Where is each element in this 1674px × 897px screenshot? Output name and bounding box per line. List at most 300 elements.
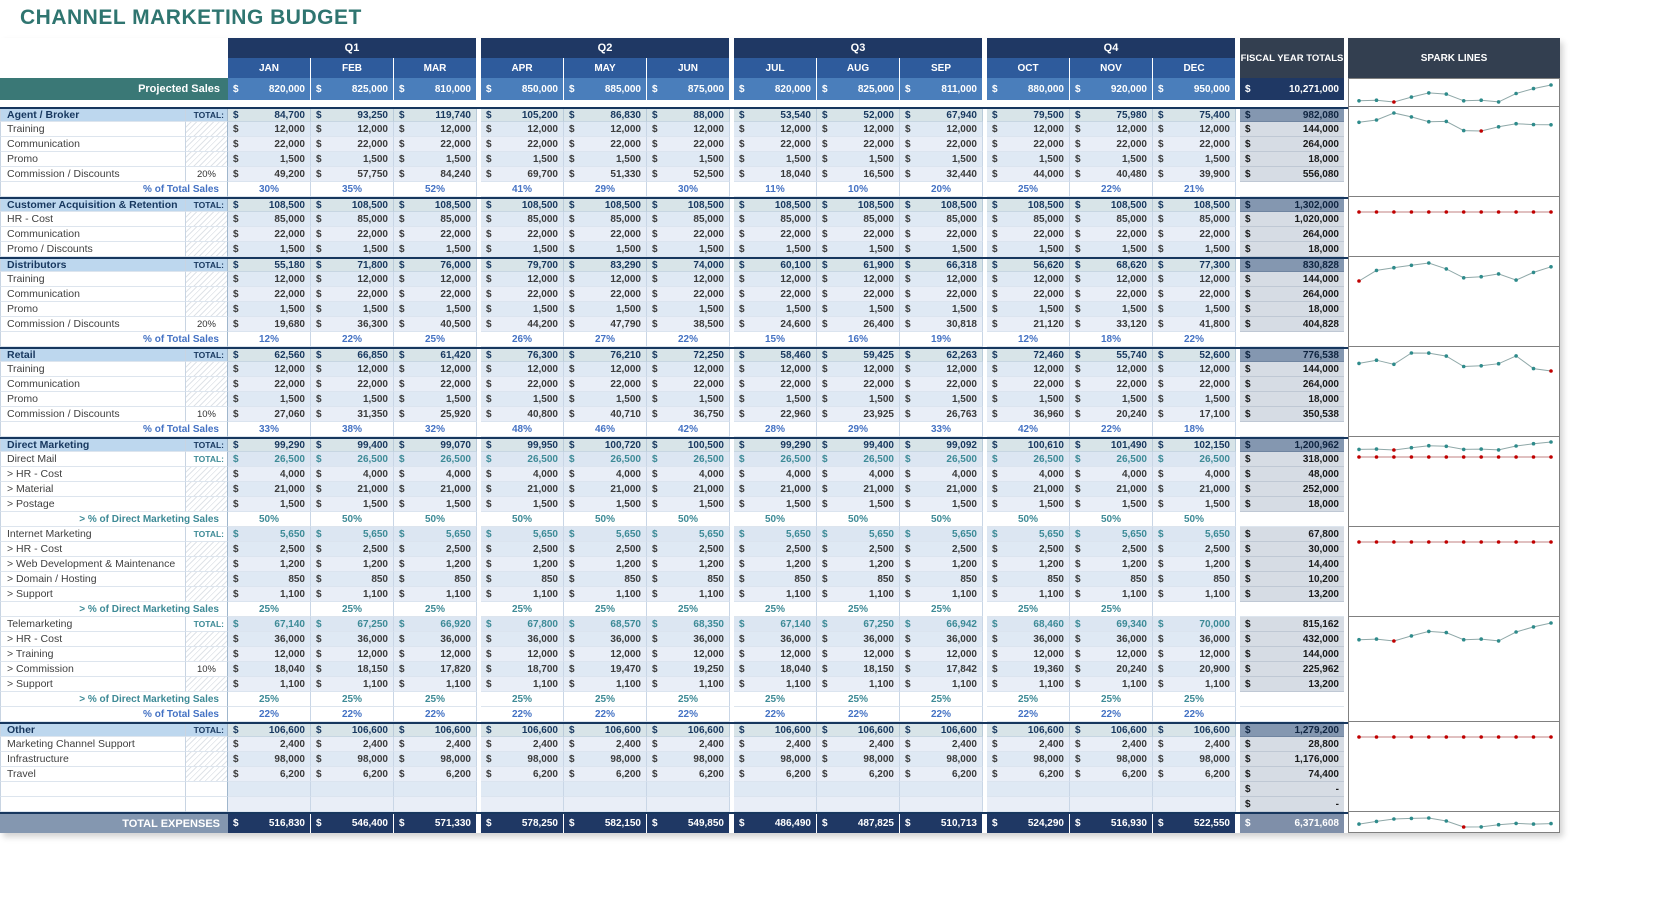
projected-month-cell[interactable]: $ 810,000 — [394, 78, 477, 100]
fiscal-total-cell[interactable]: $ 404,828 — [1240, 317, 1344, 332]
month-cell[interactable]: $ 86,830 — [564, 109, 647, 122]
month-cell[interactable]: $ 1,500 — [817, 302, 900, 317]
month-cell[interactable]: $ 79,500 — [987, 109, 1070, 122]
month-cell[interactable]: $ 6,200 — [228, 767, 311, 782]
projected-month-cell[interactable]: $ 920,000 — [1070, 78, 1153, 100]
month-cell[interactable]: $ 22,000 — [1070, 227, 1153, 242]
month-cell[interactable]: $ 6,200 — [734, 767, 817, 782]
row-label[interactable]: Other — [0, 724, 186, 737]
month-header[interactable]: MAY — [564, 58, 647, 78]
quarter-header[interactable]: Q3 — [734, 38, 983, 58]
month-cell[interactable]: $ 1,100 — [647, 587, 730, 602]
month-cell[interactable]: $ 26,500 — [1070, 452, 1153, 467]
percent-cell[interactable]: 22% — [1153, 707, 1236, 722]
month-cell[interactable]: $ 850 — [564, 572, 647, 587]
fiscal-total-cell[interactable] — [1240, 422, 1344, 437]
month-cell[interactable]: $ 1,100 — [817, 677, 900, 692]
month-cell[interactable]: $ 12,000 — [394, 647, 477, 662]
month-cell[interactable]: $ 98,000 — [228, 752, 311, 767]
month-cell[interactable]: $ 850 — [987, 572, 1070, 587]
month-cell[interactable]: $ 26,500 — [394, 452, 477, 467]
month-cell[interactable]: $ 106,600 — [900, 724, 983, 737]
month-cell[interactable]: $ 98,000 — [394, 752, 477, 767]
month-cell[interactable]: $ 53,540 — [734, 109, 817, 122]
pct-cell[interactable] — [186, 767, 228, 782]
month-cell[interactable]: $ 67,140 — [228, 617, 311, 632]
month-cell[interactable]: $ 12,000 — [1153, 362, 1236, 377]
month-cell[interactable]: $ 26,400 — [817, 317, 900, 332]
row-label[interactable]: Communication — [0, 377, 186, 392]
month-cell[interactable]: $ 1,500 — [987, 152, 1070, 167]
month-header[interactable]: DEC — [1153, 58, 1236, 78]
month-cell[interactable]: $ 21,000 — [734, 482, 817, 497]
month-cell[interactable] — [734, 797, 817, 812]
month-cell[interactable]: $ 22,000 — [564, 227, 647, 242]
month-cell[interactable]: $ 1,500 — [394, 392, 477, 407]
month-cell[interactable]: $ 12,000 — [564, 272, 647, 287]
fiscal-total-cell[interactable] — [1240, 707, 1344, 722]
month-cell[interactable]: $ 22,000 — [817, 377, 900, 392]
pct-cell[interactable] — [186, 392, 228, 407]
percent-cell[interactable]: 25% — [734, 602, 817, 617]
month-cell[interactable]: $ 1,500 — [1153, 242, 1236, 257]
percent-cell[interactable]: 25% — [311, 602, 394, 617]
month-cell[interactable]: $ 98,000 — [1153, 752, 1236, 767]
percent-cell[interactable]: 20% — [900, 182, 983, 197]
month-cell[interactable]: $ 106,600 — [1153, 724, 1236, 737]
month-cell[interactable]: $ 12,000 — [1070, 272, 1153, 287]
pct-cell[interactable] — [186, 467, 228, 482]
month-cell[interactable]: $ 12,000 — [900, 272, 983, 287]
month-cell[interactable]: $ 2,500 — [647, 542, 730, 557]
month-header[interactable]: AUG — [817, 58, 900, 78]
month-cell[interactable]: $ 59,425 — [817, 349, 900, 362]
month-cell[interactable]: $ 36,000 — [481, 632, 564, 647]
month-cell[interactable]: $ 98,000 — [1070, 752, 1153, 767]
month-cell[interactable]: $ 22,000 — [394, 137, 477, 152]
month-cell[interactable]: $ 5,650 — [987, 527, 1070, 542]
month-cell[interactable]: $ 1,100 — [228, 677, 311, 692]
month-cell[interactable]: $ 102,150 — [1153, 439, 1236, 452]
percent-cell[interactable]: 33% — [228, 422, 311, 437]
month-cell[interactable]: $ 2,400 — [647, 737, 730, 752]
percent-cell[interactable]: 30% — [228, 182, 311, 197]
month-cell[interactable] — [987, 797, 1070, 812]
pct-cell[interactable] — [186, 782, 228, 797]
percent-cell[interactable]: 22% — [817, 707, 900, 722]
percent-cell[interactable]: 38% — [311, 422, 394, 437]
month-cell[interactable]: $ 22,000 — [734, 227, 817, 242]
month-cell[interactable]: $ 12,000 — [734, 647, 817, 662]
month-cell[interactable]: $ 1,500 — [647, 152, 730, 167]
month-cell[interactable]: $ 2,400 — [987, 737, 1070, 752]
month-cell[interactable]: $ 1,100 — [311, 587, 394, 602]
fiscal-total-cell[interactable] — [1240, 692, 1344, 707]
percent-cell[interactable]: 50% — [564, 512, 647, 527]
fiscal-total-cell[interactable]: $ 1,200,962 — [1240, 439, 1344, 452]
month-cell[interactable]: $ 70,000 — [1153, 617, 1236, 632]
month-cell[interactable]: $ 1,200 — [987, 557, 1070, 572]
percent-cell[interactable]: 25% — [394, 692, 477, 707]
month-cell[interactable]: $ 12,000 — [647, 272, 730, 287]
fiscal-total-cell[interactable]: $ 264,000 — [1240, 137, 1344, 152]
projected-month-cell[interactable]: $ 825,000 — [817, 78, 900, 100]
month-cell[interactable]: $ 1,500 — [647, 497, 730, 512]
month-cell[interactable]: $ 17,820 — [394, 662, 477, 677]
month-cell[interactable]: $ 850 — [817, 572, 900, 587]
month-cell[interactable]: $ 58,460 — [734, 349, 817, 362]
month-header[interactable]: OCT — [987, 58, 1070, 78]
month-cell[interactable]: $ 1,200 — [228, 557, 311, 572]
month-cell[interactable]: $ 2,500 — [481, 542, 564, 557]
fiscal-total-cell[interactable]: $ 14,400 — [1240, 557, 1344, 572]
row-label[interactable]: Infrastructure — [0, 752, 186, 767]
month-header[interactable]: MAR — [394, 58, 477, 78]
month-cell[interactable]: $ 1,500 — [564, 302, 647, 317]
month-cell[interactable]: $ 106,600 — [817, 724, 900, 737]
month-cell[interactable]: $ 67,800 — [481, 617, 564, 632]
month-cell[interactable]: $ 4,000 — [734, 467, 817, 482]
month-cell[interactable]: $ 36,000 — [1153, 632, 1236, 647]
month-cell[interactable]: $ 1,500 — [564, 497, 647, 512]
month-cell[interactable]: $ 1,500 — [228, 242, 311, 257]
month-cell[interactable]: $ 22,000 — [647, 287, 730, 302]
row-label[interactable]: Promo — [0, 392, 186, 407]
percent-cell[interactable]: 25% — [394, 332, 477, 347]
month-cell[interactable]: $ 108,500 — [647, 199, 730, 212]
percent-cell[interactable]: 25% — [987, 602, 1070, 617]
month-cell[interactable]: $ 4,000 — [311, 467, 394, 482]
month-cell[interactable]: $ 26,500 — [647, 452, 730, 467]
month-cell[interactable]: $ 22,000 — [481, 287, 564, 302]
month-cell[interactable]: $ 21,000 — [900, 482, 983, 497]
month-cell[interactable]: $ 36,960 — [987, 407, 1070, 422]
month-cell[interactable]: $ 52,500 — [647, 167, 730, 182]
month-cell[interactable] — [564, 782, 647, 797]
month-cell[interactable]: $ 22,000 — [311, 287, 394, 302]
month-cell[interactable]: $ 106,600 — [647, 724, 730, 737]
row-label[interactable]: > Commission — [0, 662, 186, 677]
percent-cell[interactable]: 22% — [1070, 422, 1153, 437]
month-cell[interactable]: $ 5,650 — [1153, 527, 1236, 542]
month-cell[interactable]: $ 2,400 — [1153, 737, 1236, 752]
month-cell[interactable]: $ 1,100 — [564, 677, 647, 692]
month-cell[interactable]: $ 75,980 — [1070, 109, 1153, 122]
row-label[interactable]: Commission / Discounts — [0, 167, 186, 182]
percent-cell[interactable]: 22% — [481, 707, 564, 722]
percent-cell[interactable]: 25% — [734, 692, 817, 707]
row-label[interactable]: > Web Development & Maintenance — [0, 557, 186, 572]
month-cell[interactable]: $ 21,000 — [394, 482, 477, 497]
month-cell[interactable]: $ 22,000 — [817, 287, 900, 302]
month-cell[interactable]: $ 68,460 — [987, 617, 1070, 632]
month-cell[interactable]: $ 69,340 — [1070, 617, 1153, 632]
month-cell[interactable]: $ 6,200 — [1153, 767, 1236, 782]
percent-cell[interactable]: 50% — [900, 512, 983, 527]
month-cell[interactable]: $ 26,500 — [228, 452, 311, 467]
row-label[interactable]: > Support — [0, 587, 186, 602]
month-cell[interactable]: $ 1,200 — [734, 557, 817, 572]
month-cell[interactable]: $ 12,000 — [564, 647, 647, 662]
month-cell[interactable]: $ 98,000 — [817, 752, 900, 767]
month-cell[interactable]: $ 108,500 — [311, 199, 394, 212]
row-label[interactable]: Promo — [0, 302, 186, 317]
month-cell[interactable]: $ 51,330 — [564, 167, 647, 182]
month-cell[interactable]: $ 12,000 — [481, 122, 564, 137]
month-cell[interactable]: $ 2,500 — [311, 542, 394, 557]
month-cell[interactable]: $ 5,650 — [647, 527, 730, 542]
month-cell[interactable]: $ 22,000 — [394, 227, 477, 242]
month-cell[interactable]: $ 12,000 — [1153, 272, 1236, 287]
month-cell[interactable]: $ 1,200 — [311, 557, 394, 572]
projected-month-cell[interactable]: $ 811,000 — [900, 78, 983, 100]
month-cell[interactable]: $ 5,650 — [394, 527, 477, 542]
percent-cell[interactable]: 25% — [564, 602, 647, 617]
month-cell[interactable]: $ 18,040 — [734, 167, 817, 182]
pct-cell[interactable] — [186, 242, 228, 257]
percent-cell[interactable]: 22% — [1153, 332, 1236, 347]
fiscal-total-cell[interactable]: $ 144,000 — [1240, 362, 1344, 377]
month-header[interactable]: FEB — [311, 58, 394, 78]
percent-cell[interactable]: 25% — [228, 692, 311, 707]
fiscal-total-cell[interactable]: $ - — [1240, 782, 1344, 797]
percent-cell[interactable]: 22% — [987, 707, 1070, 722]
row-label[interactable]: Training — [0, 122, 186, 137]
month-cell[interactable]: $ 1,500 — [394, 242, 477, 257]
month-header[interactable]: APR — [481, 58, 564, 78]
month-cell[interactable]: $ 26,763 — [900, 407, 983, 422]
month-cell[interactable]: $ 22,000 — [987, 377, 1070, 392]
percent-cell[interactable]: 50% — [817, 512, 900, 527]
month-cell[interactable]: $ 12,000 — [817, 122, 900, 137]
month-cell[interactable]: $ 12,000 — [734, 272, 817, 287]
month-cell[interactable]: $ 36,000 — [394, 632, 477, 647]
percent-cell[interactable]: 42% — [647, 422, 730, 437]
month-cell[interactable]: $ 26,500 — [817, 452, 900, 467]
month-cell[interactable]: $ 106,600 — [481, 724, 564, 737]
month-cell[interactable]: $ 22,000 — [900, 227, 983, 242]
month-cell[interactable]: $ 49,200 — [228, 167, 311, 182]
month-cell[interactable]: $ 22,000 — [647, 377, 730, 392]
fiscal-total-cell[interactable]: $ 144,000 — [1240, 272, 1344, 287]
row-label[interactable]: Promo / Discounts — [0, 242, 186, 257]
month-cell[interactable]: $ 2,400 — [1070, 737, 1153, 752]
month-cell[interactable]: $ 60,100 — [734, 259, 817, 272]
month-cell[interactable]: $ 22,000 — [1153, 137, 1236, 152]
month-cell[interactable]: $ 12,000 — [228, 122, 311, 137]
month-cell[interactable]: $ 12,000 — [1153, 647, 1236, 662]
month-cell[interactable]: $ 6,200 — [1070, 767, 1153, 782]
month-cell[interactable]: $ 22,000 — [734, 377, 817, 392]
month-cell[interactable]: $ 85,000 — [734, 212, 817, 227]
month-cell[interactable]: $ 36,000 — [987, 632, 1070, 647]
month-cell[interactable]: $ 1,500 — [1070, 302, 1153, 317]
month-cell[interactable]: $ 98,000 — [481, 752, 564, 767]
month-cell[interactable]: $ 1,500 — [311, 242, 394, 257]
month-cell[interactable]: $ 76,300 — [481, 349, 564, 362]
percent-cell[interactable]: 42% — [987, 422, 1070, 437]
month-cell[interactable]: $ 12,000 — [481, 272, 564, 287]
month-cell[interactable]: $ 32,440 — [900, 167, 983, 182]
month-cell[interactable]: $ 16,500 — [817, 167, 900, 182]
month-cell[interactable]: $ 85,000 — [817, 212, 900, 227]
month-cell[interactable]: $ 26,500 — [481, 452, 564, 467]
fiscal-total-cell[interactable]: $ 776,538 — [1240, 349, 1344, 362]
month-cell[interactable]: $ 79,700 — [481, 259, 564, 272]
projected-month-cell[interactable]: $ 825,000 — [311, 78, 394, 100]
month-cell[interactable]: $ 52,000 — [817, 109, 900, 122]
pct-cell[interactable] — [186, 122, 228, 137]
month-cell[interactable]: $ 6,200 — [900, 767, 983, 782]
month-cell[interactable]: $ 1,500 — [481, 497, 564, 512]
month-cell[interactable]: $ 12,000 — [394, 362, 477, 377]
month-cell[interactable]: $ 68,620 — [1070, 259, 1153, 272]
fiscal-year-totals-header[interactable]: FISCAL YEAR TOTALS — [1240, 38, 1344, 78]
month-cell[interactable]: $ 22,000 — [1153, 287, 1236, 302]
month-cell[interactable]: $ 1,500 — [734, 302, 817, 317]
month-cell[interactable]: $ 85,000 — [900, 212, 983, 227]
percent-cell[interactable]: 25% — [817, 692, 900, 707]
month-cell[interactable]: $ 106,600 — [1070, 724, 1153, 737]
month-cell[interactable]: $ 21,120 — [987, 317, 1070, 332]
month-cell[interactable]: $ 23,925 — [817, 407, 900, 422]
month-cell[interactable]: $ 5,650 — [900, 527, 983, 542]
month-cell[interactable]: $ 57,750 — [311, 167, 394, 182]
month-cell[interactable]: $ 12,000 — [481, 362, 564, 377]
month-cell[interactable]: $ 1,500 — [900, 152, 983, 167]
percent-cell[interactable]: 25% — [228, 602, 311, 617]
month-cell[interactable]: $ 2,400 — [564, 737, 647, 752]
month-cell[interactable]: $ 22,000 — [817, 227, 900, 242]
month-cell[interactable]: $ 1,500 — [481, 152, 564, 167]
month-cell[interactable]: $ 850 — [1153, 572, 1236, 587]
fiscal-total-cell[interactable]: $ 982,080 — [1240, 109, 1344, 122]
month-cell[interactable]: $ 22,000 — [228, 137, 311, 152]
fiscal-total-cell[interactable]: $ 432,000 — [1240, 632, 1344, 647]
month-cell[interactable]: $ 52,600 — [1153, 349, 1236, 362]
month-cell[interactable]: $ 1,500 — [481, 392, 564, 407]
month-cell[interactable]: $ 76,210 — [564, 349, 647, 362]
month-cell[interactable]: $ 18,700 — [481, 662, 564, 677]
fiscal-total-cell[interactable]: $ 13,200 — [1240, 587, 1344, 602]
month-cell[interactable]: $ 1,500 — [987, 302, 1070, 317]
month-cell[interactable]: $ 22,000 — [1070, 137, 1153, 152]
month-cell[interactable]: $ 4,000 — [987, 467, 1070, 482]
month-cell[interactable]: $ 1,100 — [900, 587, 983, 602]
pct-cell[interactable] — [186, 377, 228, 392]
month-cell[interactable]: $ 6,200 — [481, 767, 564, 782]
month-cell[interactable]: $ 2,500 — [1070, 542, 1153, 557]
pct-cell[interactable] — [186, 677, 228, 692]
percent-cell[interactable]: 19% — [900, 332, 983, 347]
row-label[interactable]: Agent / Broker — [0, 109, 186, 122]
month-cell[interactable]: $ 2,500 — [734, 542, 817, 557]
row-label[interactable]: Distributors — [0, 259, 186, 272]
month-cell[interactable]: $ 21,000 — [1153, 482, 1236, 497]
fiscal-total-cell[interactable]: $ 144,000 — [1240, 647, 1344, 662]
fiscal-total-cell[interactable]: $ 18,000 — [1240, 392, 1344, 407]
month-cell[interactable]: $ 22,000 — [1070, 287, 1153, 302]
month-cell[interactable]: $ 22,000 — [900, 137, 983, 152]
percent-cell[interactable]: 41% — [481, 182, 564, 197]
month-cell[interactable]: $ 6,200 — [817, 767, 900, 782]
month-cell[interactable]: $ 2,500 — [564, 542, 647, 557]
month-cell[interactable]: $ 67,250 — [817, 617, 900, 632]
month-cell[interactable]: $ 47,790 — [564, 317, 647, 332]
month-cell[interactable]: $ 56,620 — [987, 259, 1070, 272]
month-cell[interactable]: $ 12,000 — [647, 122, 730, 137]
month-cell[interactable]: $ 99,950 — [481, 439, 564, 452]
fiscal-total-cell[interactable] — [1240, 602, 1344, 617]
month-cell[interactable]: $ 1,500 — [564, 392, 647, 407]
pct-cell[interactable] — [186, 572, 228, 587]
month-cell[interactable]: $ 524,290 — [987, 814, 1070, 833]
pct-cell[interactable]: 10% — [186, 662, 228, 677]
month-cell[interactable] — [647, 797, 730, 812]
fiscal-total-cell[interactable]: $ 18,000 — [1240, 497, 1344, 512]
pct-cell[interactable] — [186, 587, 228, 602]
month-cell[interactable]: $ 1,500 — [734, 242, 817, 257]
month-cell[interactable]: $ 36,000 — [311, 632, 394, 647]
month-cell[interactable]: $ 108,500 — [394, 199, 477, 212]
fiscal-total-cell[interactable]: $ 10,200 — [1240, 572, 1344, 587]
fiscal-total-cell[interactable]: $ 1,302,000 — [1240, 199, 1344, 212]
month-cell[interactable]: $ 76,000 — [394, 259, 477, 272]
month-cell[interactable]: $ 36,000 — [817, 632, 900, 647]
month-cell[interactable]: $ 85,000 — [394, 212, 477, 227]
fiscal-total-cell[interactable]: $ 350,538 — [1240, 407, 1344, 422]
row-label[interactable]: Travel — [0, 767, 186, 782]
month-header[interactable]: JUN — [647, 58, 730, 78]
month-cell[interactable]: $ 12,000 — [647, 362, 730, 377]
projected-month-cell[interactable]: $ 875,000 — [647, 78, 730, 100]
month-cell[interactable]: $ 108,500 — [734, 199, 817, 212]
percent-cell[interactable]: 33% — [900, 422, 983, 437]
row-label[interactable]: Direct Marketing — [0, 439, 186, 452]
month-cell[interactable] — [817, 782, 900, 797]
month-cell[interactable]: $ 5,650 — [311, 527, 394, 542]
month-cell[interactable]: $ 85,000 — [311, 212, 394, 227]
month-cell[interactable]: $ 1,500 — [564, 242, 647, 257]
fiscal-total-cell[interactable]: $ 556,080 — [1240, 167, 1344, 182]
month-cell[interactable] — [1153, 782, 1236, 797]
month-cell[interactable]: $ 27,060 — [228, 407, 311, 422]
month-cell[interactable]: $ 17,842 — [900, 662, 983, 677]
percent-cell[interactable]: 15% — [734, 332, 817, 347]
month-cell[interactable]: $ 5,650 — [734, 527, 817, 542]
projected-month-cell[interactable]: $ 885,000 — [564, 78, 647, 100]
month-cell[interactable]: $ 22,000 — [564, 287, 647, 302]
month-cell[interactable]: $ 62,560 — [228, 349, 311, 362]
month-cell[interactable]: $ 36,000 — [1070, 632, 1153, 647]
month-cell[interactable]: $ 12,000 — [647, 647, 730, 662]
month-cell[interactable]: $ 1,500 — [228, 497, 311, 512]
month-cell[interactable]: $ 98,000 — [311, 752, 394, 767]
month-cell[interactable]: $ 12,000 — [394, 272, 477, 287]
row-label[interactable]: Direct Mail — [0, 452, 186, 467]
month-cell[interactable]: $ 55,180 — [228, 259, 311, 272]
month-cell[interactable]: $ 1,500 — [647, 392, 730, 407]
month-cell[interactable]: $ 19,250 — [647, 662, 730, 677]
month-cell[interactable]: $ 98,000 — [987, 752, 1070, 767]
month-cell[interactable]: $ 108,500 — [987, 199, 1070, 212]
percent-cell[interactable]: 22% — [311, 707, 394, 722]
month-cell[interactable]: $ 66,850 — [311, 349, 394, 362]
month-cell[interactable]: $ 19,680 — [228, 317, 311, 332]
month-cell[interactable]: $ 36,300 — [311, 317, 394, 332]
month-cell[interactable]: $ 522,550 — [1153, 814, 1236, 833]
month-cell[interactable]: $ 1,100 — [311, 677, 394, 692]
